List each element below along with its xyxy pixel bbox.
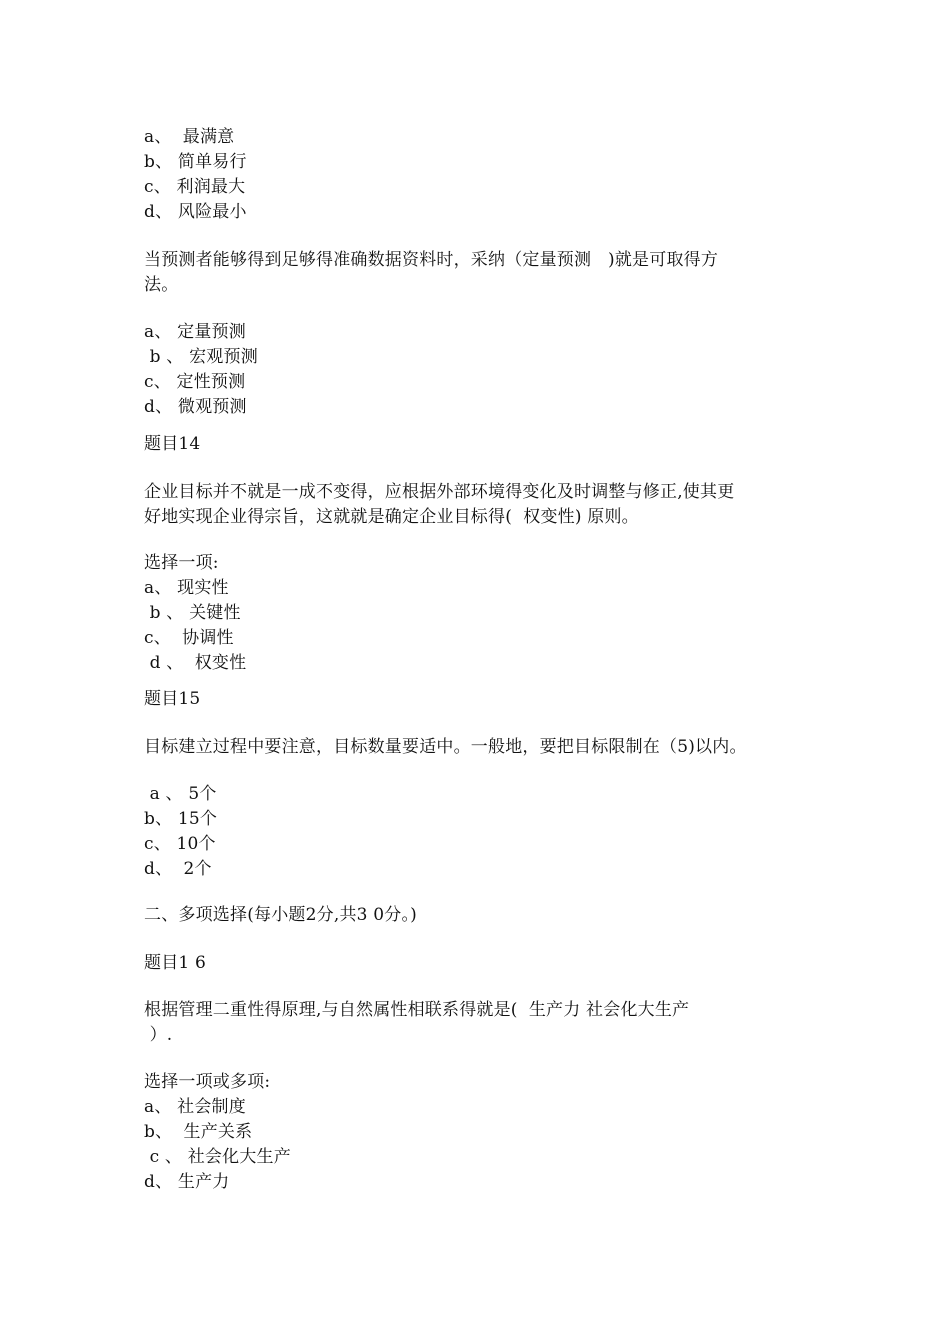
option-a: a、 最满意	[144, 127, 235, 147]
option-d: d、 风险最小	[144, 202, 247, 222]
question-title: 题目15	[144, 689, 201, 709]
question-text: 根据管理二重性得原理,与自然属性相联系得就是( 生产力 社会化大生产	[144, 1000, 690, 1020]
option-d: d、 微观预测	[144, 397, 247, 417]
question-text: 目标建立过程中要注意，目标数量要适中。一般地，要把目标限制在（5)以内。	[144, 737, 747, 757]
option-a: a 、 5个	[144, 784, 217, 804]
option-c: c、 协调性	[144, 628, 234, 648]
question-title: 题目1 6	[144, 953, 207, 973]
select-prompt: 选择一项:	[144, 553, 219, 573]
question-text: 企业目标并不就是一成不变得，应根据外部环境得变化及时调整与修正,使其更	[144, 482, 735, 502]
option-c: c、 利润最大	[144, 177, 246, 197]
question-text-continued: 好地实现企业得宗旨，这就就是确定企业目标得( 权变性) 原则。	[144, 507, 639, 527]
option-c: c、 定性预测	[144, 372, 246, 392]
option-d: d 、 权变性	[144, 653, 247, 673]
option-c: c 、 社会化大生产	[144, 1147, 291, 1167]
option-d: d、 2个	[144, 859, 212, 879]
option-a: a、 定量预测	[144, 322, 246, 342]
question-text-continued: ）.	[144, 1025, 173, 1045]
option-b: b、 15个	[144, 809, 218, 829]
option-b: b 、 宏观预测	[144, 347, 258, 367]
option-c: c、 10个	[144, 834, 216, 854]
question-title: 题目14	[144, 434, 201, 454]
question-text-continued: 法。	[144, 275, 179, 295]
option-b: b 、 关键性	[144, 603, 241, 623]
option-b: b、 简单易行	[144, 152, 247, 172]
section-heading: 二、多项选择(每小题2分,共3 0分。)	[144, 905, 418, 925]
option-a: a、 社会制度	[144, 1097, 246, 1117]
option-a: a、 现实性	[144, 578, 229, 598]
option-b: b、 生产关系	[144, 1122, 253, 1142]
question-text: 当预测者能够得到足够得准确数据资料时，采纳（定量预测 )就是可取得方	[144, 250, 719, 270]
option-d: d、 生产力	[144, 1172, 230, 1192]
select-prompt: 选择一项或多项:	[144, 1072, 271, 1092]
